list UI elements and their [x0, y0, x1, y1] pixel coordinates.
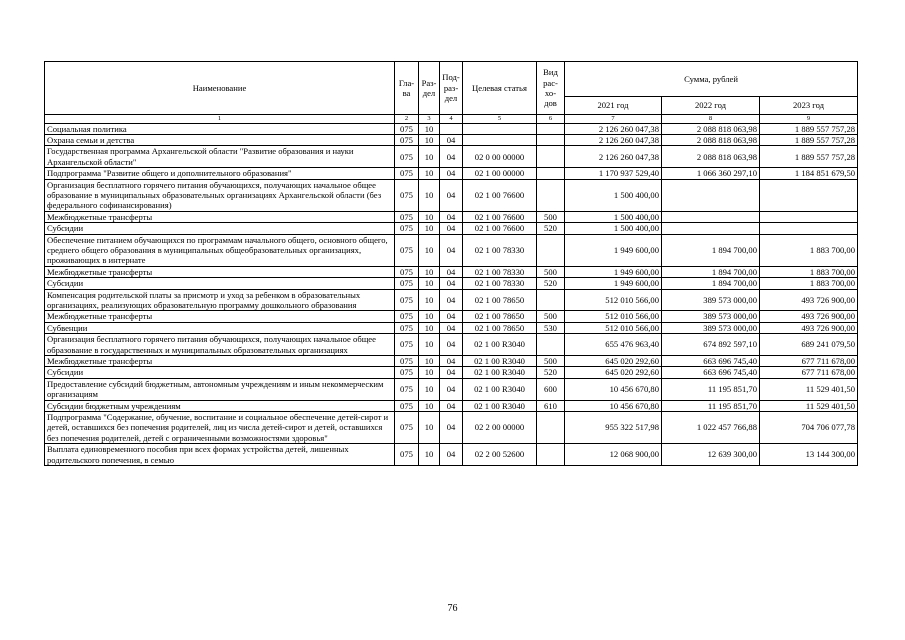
- row-razdel: 10: [419, 356, 440, 367]
- row-podrazdel: 04: [440, 146, 463, 168]
- row-sum-2021: 12 068 900,00: [565, 444, 662, 466]
- row-name: Субвенции: [45, 322, 395, 333]
- table-row: [45, 412, 858, 444]
- row-razdel: 10: [419, 179, 440, 211]
- row-sum-2022: [662, 211, 760, 222]
- row-vid-rashodov: 520: [537, 367, 565, 378]
- row-sum-2021: 1 949 600,00: [565, 266, 662, 277]
- row-podrazdel: 04: [440, 211, 463, 222]
- row-podrazdel: 04: [440, 334, 463, 356]
- row-name: Межбюджетные трансферты: [45, 311, 395, 322]
- row-podrazdel: [440, 123, 463, 134]
- table-row: [45, 168, 858, 179]
- row-name: Подпрограмма "Развитие общего и дополнительного образования": [45, 168, 395, 179]
- row-celevaya-statya: 02 1 00 76600: [463, 211, 537, 222]
- header-year-2022: 2022 год: [662, 97, 760, 115]
- row-sum-2021: 655 476 963,40: [565, 334, 662, 356]
- row-glava: 075: [395, 356, 419, 367]
- row-sum-2022: 2 088 818 063,98: [662, 146, 760, 168]
- row-sum-2023: 1 184 851 679,50: [760, 168, 858, 179]
- row-sum-2021: 10 456 670,80: [565, 400, 662, 411]
- budget-table: [44, 61, 858, 466]
- row-vid-rashodov: 500: [537, 311, 565, 322]
- column-index: 7: [565, 115, 662, 124]
- row-razdel: 10: [419, 400, 440, 411]
- row-podrazdel: 04: [440, 356, 463, 367]
- row-podrazdel: 04: [440, 367, 463, 378]
- row-vid-rashodov: 520: [537, 223, 565, 234]
- column-index: 5: [463, 115, 537, 124]
- row-vid-rashodov: [537, 123, 565, 134]
- row-razdel: 10: [419, 289, 440, 311]
- row-sum-2021: 1 500 400,00: [565, 211, 662, 222]
- row-sum-2022: 663 696 745,40: [662, 367, 760, 378]
- row-celevaya-statya: 02 1 00 78650: [463, 311, 537, 322]
- row-vid-rashodov: [537, 234, 565, 266]
- row-podrazdel: 04: [440, 289, 463, 311]
- row-vid-rashodov: 520: [537, 278, 565, 289]
- table-row: [45, 367, 858, 378]
- table-row: [45, 378, 858, 400]
- column-index-row: [45, 115, 858, 124]
- table-row: [45, 400, 858, 411]
- row-razdel: 10: [419, 311, 440, 322]
- row-sum-2023: 689 241 079,50: [760, 334, 858, 356]
- row-sum-2023: 1 883 700,00: [760, 278, 858, 289]
- row-name: Организация бесплатного горячего питания обучающихся, получающих начальное общее образование в муниципальных образовательных организациях Архангельской области (без федерального софинансирования): [45, 179, 395, 211]
- row-sum-2021: 1 500 400,00: [565, 223, 662, 234]
- row-glava: 075: [395, 146, 419, 168]
- row-razdel: 10: [419, 211, 440, 222]
- row-podrazdel: 04: [440, 168, 463, 179]
- row-name: Субсидии бюджетным учреждениям: [45, 400, 395, 411]
- row-glava: 075: [395, 378, 419, 400]
- row-celevaya-statya: 02 2 00 52600: [463, 444, 537, 466]
- header-glava: Гла-ва: [395, 62, 419, 115]
- row-sum-2023: 11 529 401,50: [760, 378, 858, 400]
- column-index: 2: [395, 115, 419, 124]
- row-celevaya-statya: 02 1 00 78650: [463, 289, 537, 311]
- row-celevaya-statya: [463, 134, 537, 145]
- row-sum-2022: 11 195 851,70: [662, 378, 760, 400]
- column-index: 1: [45, 115, 395, 124]
- row-name: Предоставление субсидий бюджетным, автономным учреждениям и иным некоммерческим организациям: [45, 378, 395, 400]
- row-name: Межбюджетные трансферты: [45, 356, 395, 367]
- table-row: [45, 356, 858, 367]
- table-row: [45, 322, 858, 333]
- row-sum-2023: 493 726 900,00: [760, 289, 858, 311]
- header-celevaya-statya: Целевая статья: [463, 62, 537, 115]
- page-number: 76: [447, 603, 458, 614]
- table-row: [45, 234, 858, 266]
- row-podrazdel: 04: [440, 234, 463, 266]
- row-glava: 075: [395, 334, 419, 356]
- row-sum-2022: 1 022 457 766,88: [662, 412, 760, 444]
- row-razdel: 10: [419, 412, 440, 444]
- row-vid-rashodov: 500: [537, 356, 565, 367]
- row-vid-rashodov: [537, 412, 565, 444]
- row-name: Субсидии: [45, 278, 395, 289]
- row-razdel: 10: [419, 146, 440, 168]
- row-name: Подпрограмма "Содержание, обучение, воспитание и социальное обеспечение детей-сирот и детей, оставшихся без попечения родителей, лиц из числа детей-сирот и детей, оставшихся без попечения родителей, детей с ограниченными возможностями здоровья": [45, 412, 395, 444]
- row-sum-2022: 11 195 851,70: [662, 400, 760, 411]
- row-razdel: 10: [419, 444, 440, 466]
- row-glava: 075: [395, 311, 419, 322]
- header-podrazdel: Под-раз-дел: [440, 62, 463, 115]
- row-celevaya-statya: 02 1 00 78330: [463, 278, 537, 289]
- row-name: Субсидии: [45, 223, 395, 234]
- row-name: Межбюджетные трансферты: [45, 211, 395, 222]
- row-celevaya-statya: [463, 123, 537, 134]
- row-sum-2021: 1 949 600,00: [565, 278, 662, 289]
- row-celevaya-statya: 02 0 00 00000: [463, 146, 537, 168]
- row-razdel: 10: [419, 168, 440, 179]
- row-razdel: 10: [419, 367, 440, 378]
- table-row: [45, 311, 858, 322]
- row-sum-2022: 2 088 818 063,98: [662, 134, 760, 145]
- row-vid-rashodov: [537, 289, 565, 311]
- row-sum-2021: 645 020 292,60: [565, 356, 662, 367]
- row-name: Социальная политика: [45, 123, 395, 134]
- row-sum-2022: 1 894 700,00: [662, 266, 760, 277]
- table-row: [45, 146, 858, 168]
- row-sum-2023: [760, 179, 858, 211]
- row-name: Выплата единовременного пособия при всех формах устройства детей, лишенных родительского попечения, в семью: [45, 444, 395, 466]
- row-glava: 075: [395, 211, 419, 222]
- row-sum-2021: 10 456 670,80: [565, 378, 662, 400]
- header-summa: Сумма, рублей: [565, 62, 858, 97]
- row-sum-2023: 11 529 401,50: [760, 400, 858, 411]
- column-index: 4: [440, 115, 463, 124]
- row-celevaya-statya: 02 1 00 R3040: [463, 367, 537, 378]
- row-sum-2023: [760, 223, 858, 234]
- row-vid-rashodov: 610: [537, 400, 565, 411]
- row-glava: 075: [395, 278, 419, 289]
- row-celevaya-statya: 02 1 00 00000: [463, 168, 537, 179]
- row-glava: 075: [395, 412, 419, 444]
- row-sum-2023: 677 711 678,00: [760, 367, 858, 378]
- row-sum-2021: 512 010 566,00: [565, 289, 662, 311]
- row-vid-rashodov: [537, 179, 565, 211]
- row-sum-2022: 389 573 000,00: [662, 289, 760, 311]
- row-vid-rashodov: 500: [537, 211, 565, 222]
- table-row: [45, 289, 858, 311]
- row-glava: 075: [395, 168, 419, 179]
- row-sum-2023: [760, 211, 858, 222]
- row-podrazdel: 04: [440, 134, 463, 145]
- row-glava: 075: [395, 266, 419, 277]
- header-razdel: Раз-дел: [419, 62, 440, 115]
- row-sum-2023: 677 711 678,00: [760, 356, 858, 367]
- row-sum-2022: [662, 223, 760, 234]
- row-razdel: 10: [419, 234, 440, 266]
- row-glava: 075: [395, 223, 419, 234]
- row-sum-2022: 663 696 745,40: [662, 356, 760, 367]
- row-name: Охрана семьи и детства: [45, 134, 395, 145]
- row-vid-rashodov: 600: [537, 378, 565, 400]
- row-celevaya-statya: 02 1 00 R3040: [463, 400, 537, 411]
- row-celevaya-statya: 02 1 00 R3040: [463, 356, 537, 367]
- row-celevaya-statya: 02 1 00 R3040: [463, 378, 537, 400]
- row-podrazdel: 04: [440, 412, 463, 444]
- row-razdel: 10: [419, 378, 440, 400]
- row-sum-2022: 1 894 700,00: [662, 278, 760, 289]
- row-sum-2021: 1 949 600,00: [565, 234, 662, 266]
- row-sum-2023: 1 883 700,00: [760, 266, 858, 277]
- row-name: Компенсация родительской платы за присмотр и уход за ребенком в образовательных организациях, реализующих образовательную программу дошкольного образования: [45, 289, 395, 311]
- row-sum-2021: 955 322 517,98: [565, 412, 662, 444]
- row-sum-2021: 512 010 566,00: [565, 322, 662, 333]
- row-sum-2022: 389 573 000,00: [662, 322, 760, 333]
- row-vid-rashodov: [537, 168, 565, 179]
- row-sum-2023: 1 889 557 757,28: [760, 123, 858, 134]
- row-sum-2021: 512 010 566,00: [565, 311, 662, 322]
- row-sum-2023: 1 889 557 757,28: [760, 134, 858, 145]
- row-podrazdel: 04: [440, 311, 463, 322]
- row-sum-2021: 1 170 937 529,40: [565, 168, 662, 179]
- table-row: [45, 444, 858, 466]
- row-vid-rashodov: [537, 334, 565, 356]
- row-podrazdel: 04: [440, 223, 463, 234]
- row-razdel: 10: [419, 278, 440, 289]
- row-celevaya-statya: 02 1 00 78330: [463, 234, 537, 266]
- row-celevaya-statya: 02 1 00 78330: [463, 266, 537, 277]
- row-podrazdel: 04: [440, 400, 463, 411]
- row-sum-2023: 493 726 900,00: [760, 322, 858, 333]
- table-row: [45, 179, 858, 211]
- row-celevaya-statya: 02 1 00 76600: [463, 179, 537, 211]
- row-sum-2022: 2 088 818 063,98: [662, 123, 760, 134]
- header-name: Наименование: [45, 62, 395, 115]
- row-podrazdel: 04: [440, 278, 463, 289]
- row-podrazdel: 04: [440, 179, 463, 211]
- table-row: [45, 211, 858, 222]
- table-row: [45, 123, 858, 134]
- row-vid-rashodov: [537, 146, 565, 168]
- row-vid-rashodov: [537, 134, 565, 145]
- row-razdel: 10: [419, 123, 440, 134]
- row-glava: 075: [395, 179, 419, 211]
- header-vid-rashodov: Вид рас-хо-дов: [537, 62, 565, 115]
- table-row: [45, 134, 858, 145]
- row-glava: 075: [395, 134, 419, 145]
- row-sum-2021: 2 126 260 047,38: [565, 123, 662, 134]
- row-glava: 075: [395, 289, 419, 311]
- row-sum-2021: 2 126 260 047,38: [565, 134, 662, 145]
- row-podrazdel: 04: [440, 444, 463, 466]
- row-sum-2023: 704 706 077,78: [760, 412, 858, 444]
- row-sum-2023: 493 726 900,00: [760, 311, 858, 322]
- table-body: [45, 123, 858, 466]
- row-name: Обеспечение питанием обучающихся по программам начального общего, основного общего, среднего общего образования в муниципальных общеобразовательных организациях, проживающих в интернате: [45, 234, 395, 266]
- row-sum-2021: 2 126 260 047,38: [565, 146, 662, 168]
- row-name: Государственная программа Архангельской области "Развитие образования и науки Архангельской области": [45, 146, 395, 168]
- row-sum-2022: [662, 179, 760, 211]
- row-name: Организация бесплатного горячего питания обучающихся, получающих начальное общее образование в государственных и муниципальных образовательных организациях: [45, 334, 395, 356]
- row-razdel: 10: [419, 334, 440, 356]
- column-index: 9: [760, 115, 858, 124]
- row-glava: 075: [395, 444, 419, 466]
- row-sum-2021: 1 500 400,00: [565, 179, 662, 211]
- row-glava: 075: [395, 367, 419, 378]
- row-glava: 075: [395, 322, 419, 333]
- row-razdel: 10: [419, 322, 440, 333]
- row-vid-rashodov: 500: [537, 266, 565, 277]
- row-glava: 075: [395, 234, 419, 266]
- row-celevaya-statya: 02 1 00 R3040: [463, 334, 537, 356]
- row-vid-rashodov: [537, 444, 565, 466]
- row-sum-2023: 13 144 300,00: [760, 444, 858, 466]
- row-razdel: 10: [419, 223, 440, 234]
- row-name: Межбюджетные трансферты: [45, 266, 395, 277]
- row-sum-2022: 1 894 700,00: [662, 234, 760, 266]
- row-celevaya-statya: 02 1 00 78650: [463, 322, 537, 333]
- table-row: [45, 278, 858, 289]
- row-sum-2022: 1 066 360 297,10: [662, 168, 760, 179]
- row-celevaya-statya: 02 2 00 00000: [463, 412, 537, 444]
- row-sum-2022: 389 573 000,00: [662, 311, 760, 322]
- row-glava: 075: [395, 400, 419, 411]
- row-podrazdel: 04: [440, 378, 463, 400]
- row-celevaya-statya: 02 1 00 76600: [463, 223, 537, 234]
- row-razdel: 10: [419, 266, 440, 277]
- row-podrazdel: 04: [440, 322, 463, 333]
- column-index: 3: [419, 115, 440, 124]
- row-sum-2021: 645 020 292,60: [565, 367, 662, 378]
- row-glava: 075: [395, 123, 419, 134]
- row-podrazdel: 04: [440, 266, 463, 277]
- row-sum-2023: 1 883 700,00: [760, 234, 858, 266]
- row-razdel: 10: [419, 134, 440, 145]
- table-row: [45, 223, 858, 234]
- row-sum-2022: 674 892 597,10: [662, 334, 760, 356]
- header-year-2021: 2021 год: [565, 97, 662, 115]
- table-row: [45, 266, 858, 277]
- row-name: Субсидии: [45, 367, 395, 378]
- row-vid-rashodov: 530: [537, 322, 565, 333]
- column-index: 6: [537, 115, 565, 124]
- row-sum-2023: 1 889 557 757,28: [760, 146, 858, 168]
- table-row: [45, 334, 858, 356]
- row-sum-2022: 12 639 300,00: [662, 444, 760, 466]
- column-index: 8: [662, 115, 760, 124]
- header-year-2023: 2023 год: [760, 97, 858, 115]
